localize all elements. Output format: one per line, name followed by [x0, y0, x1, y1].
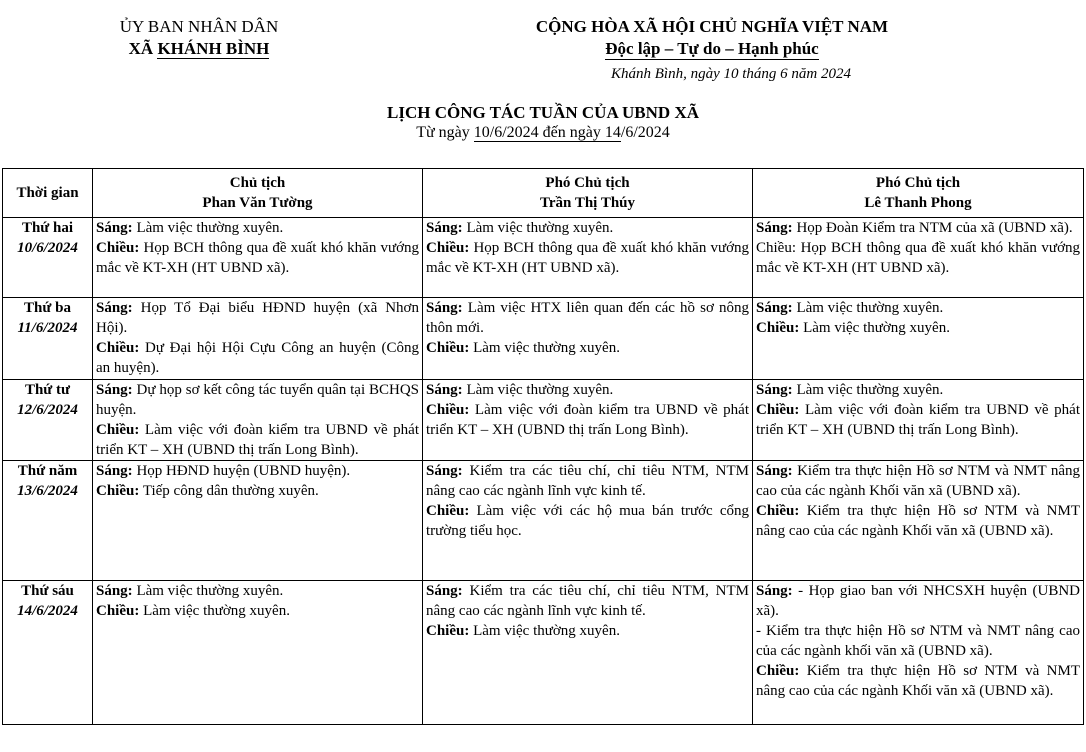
table-row — [3, 461, 1084, 581]
session-label: Chiều: — [96, 422, 140, 438]
session-text: - Họp giao ban với NHCSXH huyện (UBND xã). — [756, 583, 1080, 619]
session-text: Làm việc thường xuyên. — [462, 220, 614, 236]
schedule-cell — [93, 380, 423, 461]
session-label: Sáng: — [426, 583, 463, 599]
schedule-entry — [756, 218, 1080, 238]
schedule-cell — [423, 581, 753, 725]
schedule-cell — [423, 461, 753, 581]
session-text: Chiều: Họp BCH thông qua đề xuất khó khăn vướng mắc về KT-XH (HT UBND xã). — [756, 240, 1080, 276]
weekday: Thứ tư — [24, 382, 71, 398]
session-label: Sáng: — [426, 382, 463, 398]
session-label: Chiều: — [96, 483, 140, 499]
weekday: Thứ ba — [24, 300, 71, 316]
session-text: Làm việc với đoàn kiểm tra UBND về phát triển KT – XH (UBND thị trấn Long Bình). — [756, 402, 1080, 438]
table-row — [3, 581, 1084, 725]
leader-role: Phó Chủ tịch — [545, 175, 630, 191]
national-motto: Độc lập – Tự do – Hạnh phúc — [605, 39, 819, 58]
authority-name: KHÁNH BÌNH — [157, 39, 270, 58]
session-label: Chiều: — [426, 240, 470, 256]
day-cell — [3, 461, 93, 581]
schedule-table — [2, 168, 1084, 725]
session-text: Họp BCH thông qua đề xuất khó khăn vướng mắc về KT-XH (HT UBND xã). — [426, 240, 749, 276]
schedule-entry — [96, 218, 419, 238]
schedule-entry — [426, 238, 749, 278]
place-date: Khánh Bình, ngày 10 tháng 6 năm 2024 — [611, 66, 851, 82]
date-range-value: 10/6/2024 đến ngày 14 — [473, 124, 621, 141]
date-range-suffix: /6/2024 — [620, 124, 670, 141]
session-text: Họp BCH thông qua đề xuất khó khăn vướng mắc về KT-XH (HT UBND xã). — [96, 240, 419, 276]
schedule-entry — [756, 380, 1080, 400]
session-label: Chiều: — [756, 320, 800, 336]
issuing-authority — [84, 16, 314, 60]
schedule-entry — [756, 461, 1080, 501]
schedule-entry — [426, 461, 749, 501]
session-label: Sáng: — [426, 220, 463, 236]
session-text: Kiểm tra thực hiện Hồ sơ NTM và NMT nâng cao của các ngành Khối văn xã (UBND xã). — [756, 463, 1080, 499]
session-label: Sáng: — [756, 382, 793, 398]
session-text: Làm việc với các hộ mua bán trước cổng trường tiểu học. — [426, 503, 749, 539]
session-text: Họp HĐND huyện (UBND huyện). — [132, 463, 351, 479]
schedule-entry — [426, 218, 749, 238]
session-label: Sáng: — [96, 300, 133, 316]
session-text: Làm việc thường xuyên. — [792, 300, 944, 316]
schedule-entry — [426, 400, 749, 440]
schedule-entry — [96, 601, 419, 621]
leader-role: Phó Chủ tịch — [875, 175, 961, 191]
session-label: Chiều: — [96, 603, 140, 619]
schedule-entry — [426, 338, 749, 358]
table-row — [3, 380, 1084, 461]
schedule-cell — [93, 218, 423, 298]
schedule-cell — [753, 581, 1084, 725]
schedule-entry — [96, 338, 419, 378]
day-date: 11/6/2024 — [17, 320, 78, 336]
table-row — [3, 218, 1084, 298]
schedule-entry — [96, 481, 419, 501]
schedule-entry — [756, 400, 1080, 440]
session-text: Dự Đại hội Hội Cựu Công an huyện (Công an huyện). — [96, 340, 419, 376]
session-label: Sáng: — [426, 463, 463, 479]
session-text: Làm việc thường xuyên. — [132, 220, 284, 236]
session-text: Làm việc thường xuyên. — [792, 382, 944, 398]
document-title: LỊCH CÔNG TÁC TUẦN CỦA UBND XÃ — [386, 103, 700, 122]
leader-name: Trần Thị Thúy — [539, 195, 636, 211]
session-text: Làm việc thường xuyên. — [462, 382, 614, 398]
session-text: Làm việc thường xuyên. — [139, 603, 290, 619]
table-row — [3, 298, 1084, 380]
schedule-entry — [96, 461, 419, 481]
schedule-entry — [96, 238, 419, 278]
session-label: Sáng: — [756, 583, 793, 599]
day-date: 12/6/2024 — [17, 402, 78, 418]
session-label: Sáng: — [96, 583, 133, 599]
header-leader-3 — [753, 169, 1084, 218]
schedule-cell — [93, 461, 423, 581]
schedule-entry — [756, 298, 1080, 318]
session-label: Sáng: — [426, 300, 463, 316]
header-leader-2 — [423, 169, 753, 218]
session-label: Sáng: — [96, 463, 133, 479]
schedule-cell — [753, 298, 1084, 380]
session-text: Làm việc thường xuyên. — [132, 583, 284, 599]
leader-name: Phan Văn Tường — [202, 195, 313, 211]
schedule-entry — [96, 581, 419, 601]
schedule-cell — [753, 380, 1084, 461]
session-label: Sáng: — [96, 220, 133, 236]
session-text: Họp Tổ Đại biểu HĐND huyện (xã Nhơn Hội). — [96, 300, 419, 336]
schedule-entry — [756, 501, 1080, 541]
session-text: Làm việc với đoàn kiểm tra UBND về phát triển KT – XH (UBND thị trấn Long Bình). — [426, 402, 749, 438]
header-time: Thời gian — [3, 169, 93, 218]
session-label: Chiều: — [426, 340, 470, 356]
session-text: Làm việc HTX liên quan đến các hồ sơ nông thôn mới. — [426, 300, 749, 336]
session-label: Chiều: — [756, 503, 800, 519]
day-date: 14/6/2024 — [17, 603, 78, 619]
day-cell — [3, 218, 93, 298]
day-cell — [3, 380, 93, 461]
table-header-row — [3, 169, 1084, 218]
schedule-entry — [96, 420, 419, 460]
nation-name: CỘNG HÒA XÃ HỘI CHỦ NGHĨA VIỆT NAM — [535, 17, 889, 36]
schedule-cell — [753, 461, 1084, 581]
authority-line-1: ỦY BAN NHÂN DÂN — [119, 17, 279, 36]
schedule-entry — [426, 298, 749, 338]
authority-prefix: XÃ — [128, 39, 158, 58]
day-cell — [3, 298, 93, 380]
weekday: Thứ sáu — [21, 583, 74, 599]
session-text: Kiểm tra các tiêu chí, chỉ tiêu NTM, NTM nâng cao các ngành lĩnh vực kinh tế. — [426, 463, 749, 499]
session-label: Chiều: — [756, 663, 800, 679]
session-text: Làm việc với đoàn kiểm tra UBND về phát triển KT – XH (UBND thị trấn Long Bình). — [96, 422, 419, 458]
date-range-prefix: Từ ngày — [416, 124, 474, 141]
schedule-entry — [96, 298, 419, 338]
schedule-cell — [93, 581, 423, 725]
schedule-entry — [426, 501, 749, 541]
session-label: Chiều: — [756, 402, 800, 418]
schedule-entry — [756, 318, 1080, 338]
session-label: Sáng: — [96, 382, 133, 398]
leader-role: Chủ tịch — [229, 175, 286, 191]
schedule-cell — [93, 298, 423, 380]
session-label: Sáng: — [756, 463, 793, 479]
session-label: Sáng: — [756, 220, 793, 236]
authority-line-2 — [84, 38, 314, 60]
schedule-entry — [426, 581, 749, 621]
session-label: Chiều: — [426, 503, 470, 519]
day-date: 10/6/2024 — [17, 240, 78, 256]
session-text: Làm việc thường xuyên. — [469, 623, 620, 639]
session-text: Kiểm tra các tiêu chí, chỉ tiêu NTM, NTM nâng cao các ngành lĩnh vực kinh tế. — [426, 583, 749, 619]
session-text: Tiếp công dân thường xuyên. — [139, 483, 319, 499]
session-label: Chiều: — [426, 402, 470, 418]
national-header — [486, 16, 938, 84]
weekday: Thứ hai — [21, 220, 74, 236]
schedule-entry — [756, 238, 1080, 278]
session-label: Chiều: — [426, 623, 470, 639]
schedule-entry — [96, 380, 419, 420]
session-text: Họp Đoàn Kiểm tra NTM của xã (UBND xã). — [792, 220, 1073, 236]
schedule-entry — [426, 621, 749, 641]
session-label: Chiều: — [96, 240, 140, 256]
schedule-entry — [426, 380, 749, 400]
schedule-entry — [756, 621, 1080, 661]
day-cell — [3, 581, 93, 725]
schedule-cell — [753, 218, 1084, 298]
session-text: Kiểm tra thực hiện Hồ sơ NTM và NMT nâng cao của các ngành Khối văn xã (UBND xã). — [756, 503, 1080, 539]
session-label: Sáng: — [756, 300, 793, 316]
session-label: Chiều: — [96, 340, 140, 356]
session-text: Làm việc thường xuyên. — [799, 320, 950, 336]
schedule-cell — [423, 298, 753, 380]
schedule-entry — [756, 661, 1080, 701]
schedule-cell — [423, 380, 753, 461]
schedule-entry — [756, 581, 1080, 621]
session-text: Dự họp sơ kết công tác tuyển quân tại BCHQS huyện. — [96, 382, 419, 418]
session-text: - Kiểm tra thực hiện Hồ sơ NTM và NMT nâng cao của các ngành khối văn xã (UBND xã). — [756, 623, 1080, 659]
session-text: Làm việc thường xuyên. — [469, 340, 620, 356]
session-text: Kiểm tra thực hiện Hồ sơ NTM và NMT nâng cao của các ngành Khối văn xã (UBND xã). — [756, 663, 1080, 699]
leader-name: Lê Thanh Phong — [864, 195, 972, 211]
weekday: Thứ năm — [17, 463, 78, 479]
schedule-cell — [423, 218, 753, 298]
date-range — [0, 122, 1086, 143]
header-leader-1 — [93, 169, 423, 218]
day-date: 13/6/2024 — [17, 483, 78, 499]
